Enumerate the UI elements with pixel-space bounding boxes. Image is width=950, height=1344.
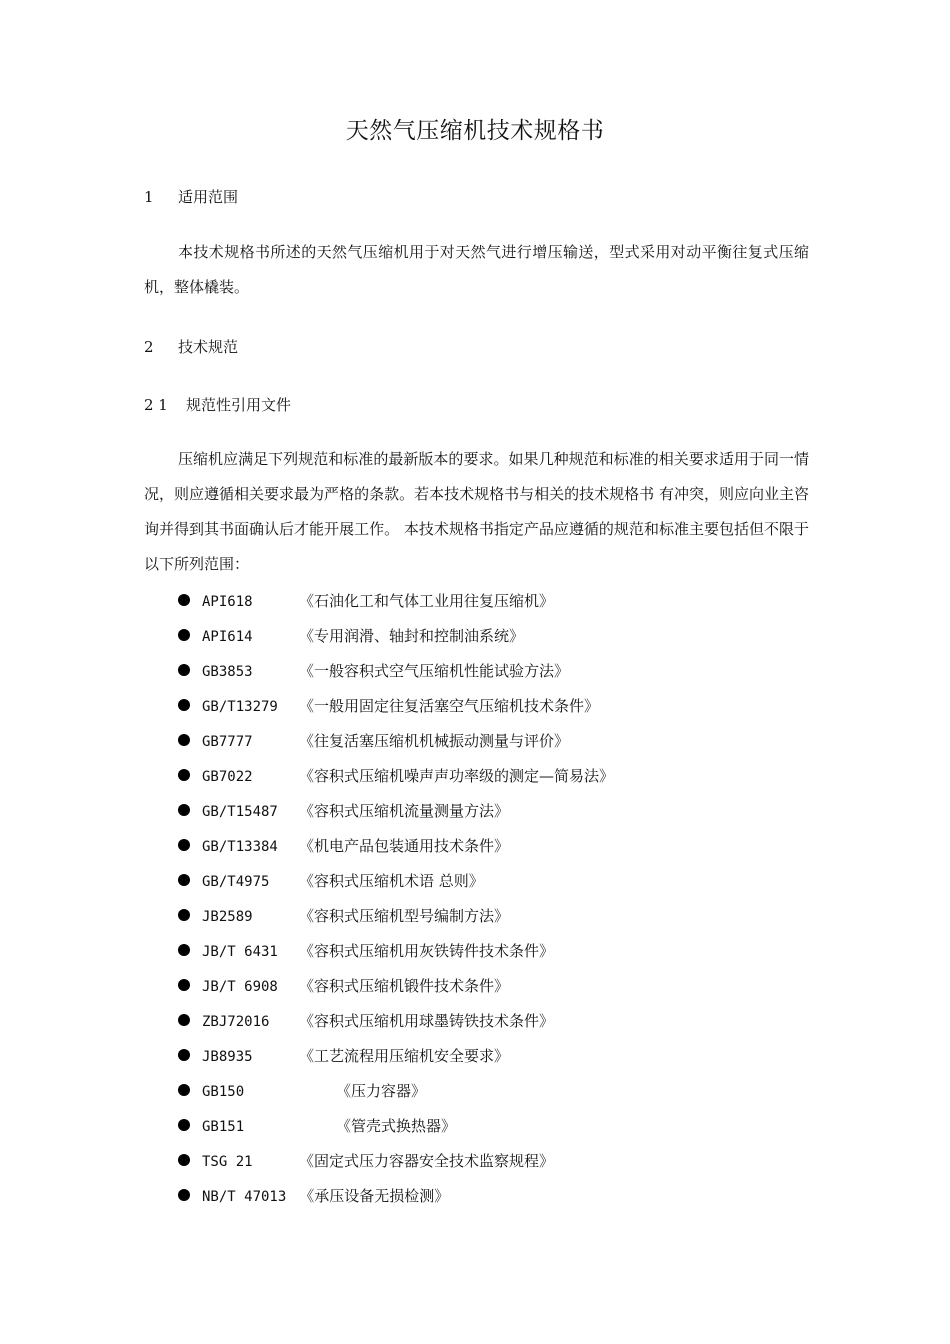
section-title: 技术规范 [178,338,239,356]
standard-title: 《容积式压缩机术语 总则》 [299,872,484,890]
standard-title: 《工艺流程用压缩机安全要求》 [299,1047,510,1065]
standard-title: 《固定式压力容器安全技术监察规程》 [299,1152,555,1170]
section-heading-tech-spec [144,336,238,357]
list-item [178,691,614,726]
standard-title: 《机电产品包装通用技术条件》 [299,837,510,855]
standard-code: GB7022 [202,769,253,785]
bullet-dot-icon [178,1119,190,1131]
standard-title: 《压力容器》 [336,1082,427,1100]
standard-title: 《一般容积式空气压缩机性能试验方法》 [299,662,570,680]
standard-code: JB/T 6908 [202,979,278,995]
list-item [178,901,614,936]
standard-code: GB/T15487 [202,804,278,820]
standard-code: GB/T13279 [202,699,278,715]
bullet-dot-icon [178,1049,190,1061]
list-item [178,1146,614,1181]
standard-code: JB2589 [202,909,253,925]
bullet-dot-icon [178,769,190,781]
references-paragraph: 压缩机应满足下列规范和标准的最新版本的要求。如果几种规范和标准的相关要求适用于同一情况，则应遵循相关要求最为严格的条款。若本技术规格书与相关的技术规格书 有冲突，则应向业主咨询并得到其书面确认后才能开展工作。 本技术规格书指定产品应遵循的规范和标准主要包括但不限于以下所列范围： [144,450,809,573]
list-item [178,726,614,761]
bullet-dot-icon [178,909,190,921]
bullet-dot-icon [178,594,190,606]
list-item [178,866,614,901]
bullet-dot-icon [178,734,190,746]
standard-title: 《承压设备无损检测》 [299,1187,450,1205]
standards-list [178,586,614,1216]
scope-paragraph: 本技术规格书所述的天然气压缩机用于对天然气进行增压输送，型式采用对动平衡往复式压缩机，整体橇装。 [144,243,809,296]
document-title: 天然气压缩机技术规格书 [345,118,605,144]
standard-title: 《容积式压缩机用灰铁铸件技术条件》 [299,942,555,960]
bullet-dot-icon [178,804,190,816]
bullet-dot-icon [178,1189,190,1201]
standard-title: 《往复活塞压缩机机械振动测量与评价》 [299,732,570,750]
standard-code: TSG 21 [202,1154,253,1170]
standard-title: 《一般用固定往复活塞空气压缩机技术条件》 [299,697,600,715]
standard-title: 《石油化工和气体工业用往复压缩机》 [299,592,555,610]
bullet-dot-icon [178,979,190,991]
standard-code: ZBJ72016 [202,1014,270,1030]
list-item [178,586,614,621]
subsection-title: 规范性引用文件 [186,396,292,414]
standard-title: 《容积式压缩机型号编制方法》 [299,907,510,925]
list-item [178,1006,614,1041]
list-item [178,1076,614,1111]
section-number: 2 [144,338,154,356]
standard-code: NB/T 47013 [202,1189,287,1205]
standard-title: 《专用润滑、轴封和控制油系统》 [299,627,525,645]
list-item [178,761,614,796]
section-number: 1 [144,188,154,206]
list-item [178,656,614,691]
list-item [178,936,614,971]
bullet-dot-icon [178,944,190,956]
bullet-dot-icon [178,664,190,676]
bullet-dot-icon [178,629,190,641]
list-item [178,1111,614,1146]
standard-title: 《容积式压缩机噪声声功率级的测定—简易法》 [299,767,615,785]
bullet-dot-icon [178,839,190,851]
list-item [178,1181,614,1216]
standard-code: JB/T 6431 [202,944,278,960]
standard-code: GB150 [202,1084,245,1100]
subsection-number: 2 1 [144,396,168,414]
standard-code: GB151 [202,1119,245,1135]
bullet-dot-icon [178,1084,190,1096]
bullet-dot-icon [178,1154,190,1166]
section-heading-scope [144,186,238,207]
bullet-dot-icon [178,874,190,886]
standard-title: 《容积式压缩机用球墨铸铁技术条件》 [299,1012,555,1030]
standard-code: GB3853 [202,664,253,680]
bullet-dot-icon [178,699,190,711]
standard-title: 《管壳式换热器》 [336,1117,457,1135]
standard-code: GB/T13384 [202,839,278,855]
standard-title: 《容积式压缩机锻件技术条件》 [299,977,510,995]
standard-code: API618 [202,594,253,610]
standard-code: JB8935 [202,1049,253,1065]
list-item [178,621,614,656]
subsection-heading-references [144,394,291,415]
bullet-dot-icon [178,1014,190,1026]
list-item [178,971,614,1006]
list-item [178,796,614,831]
standard-code: GB/T4975 [202,874,270,890]
standard-code: API614 [202,629,253,645]
standard-title: 《容积式压缩机流量测量方法》 [299,802,510,820]
list-item [178,831,614,866]
section-title: 适用范围 [178,188,239,206]
list-item [178,1041,614,1076]
standard-code: GB7777 [202,734,253,750]
